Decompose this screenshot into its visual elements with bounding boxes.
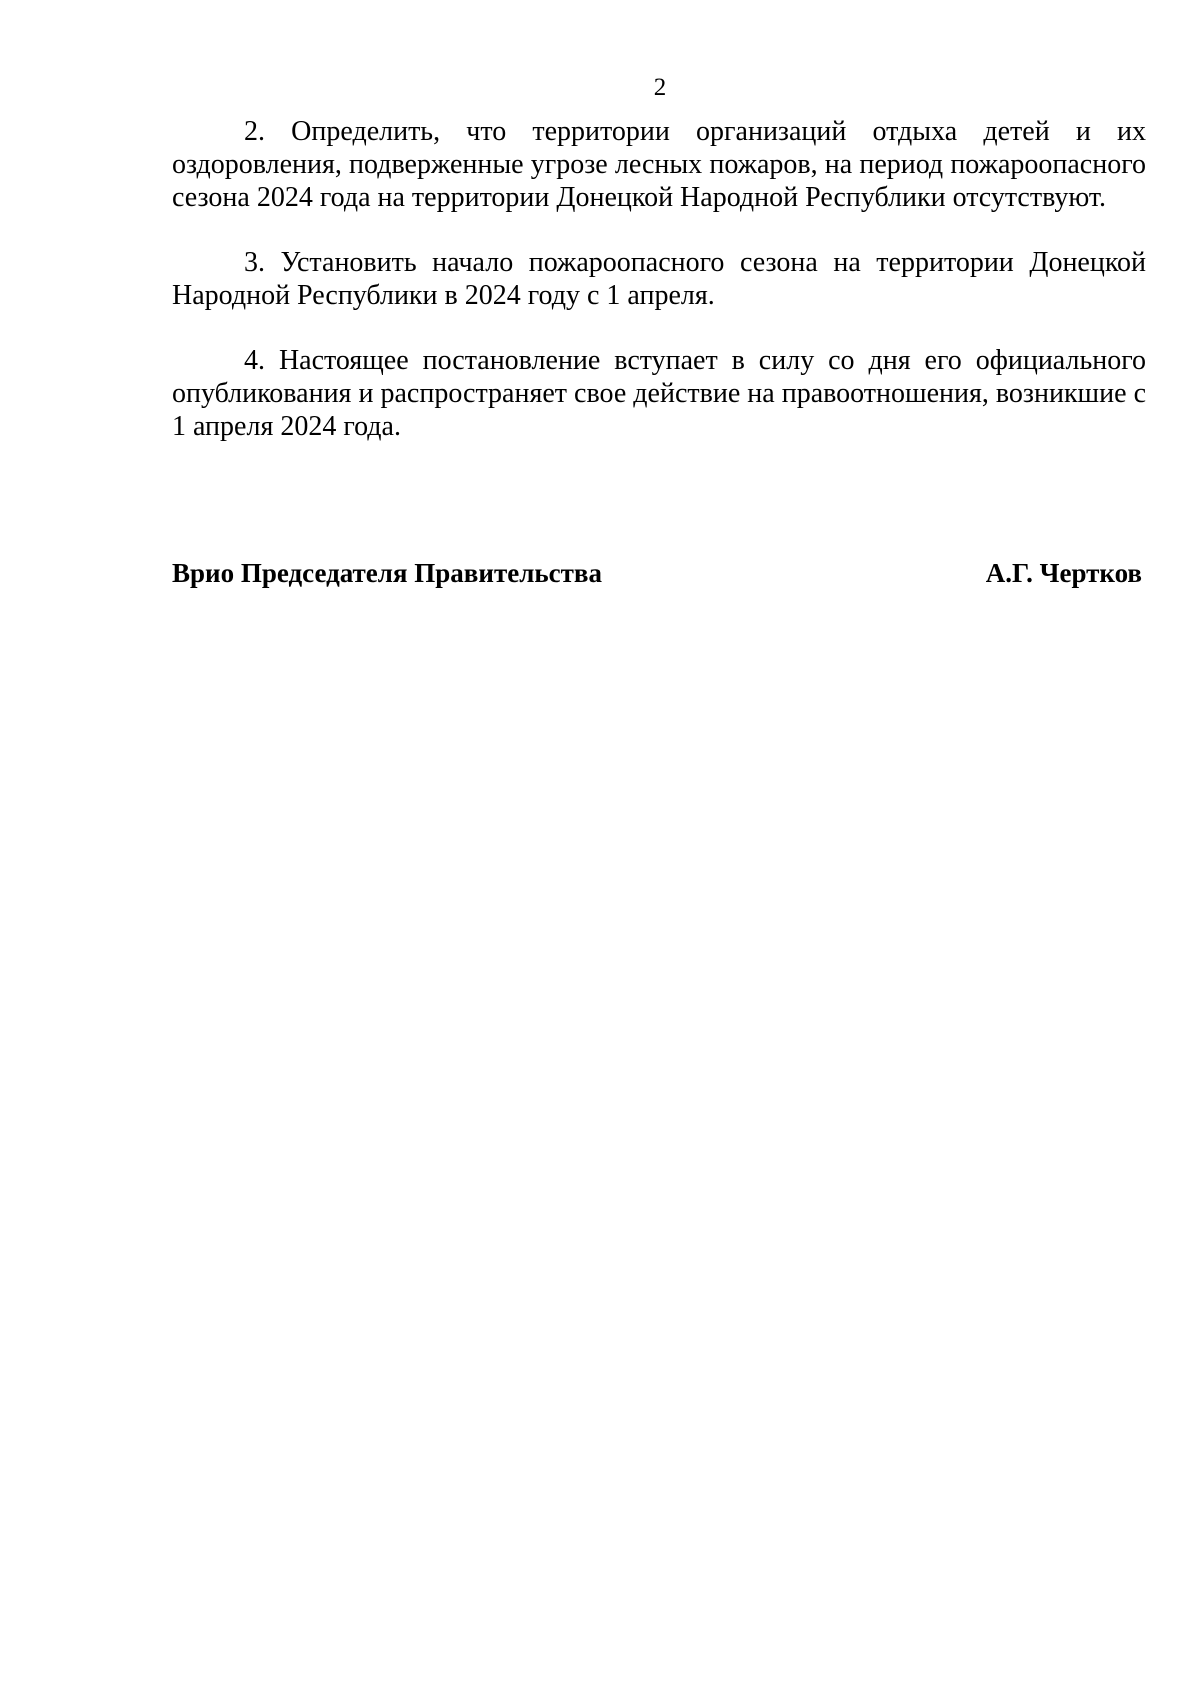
- page-number: 2: [653, 74, 667, 101]
- signatory-name: А.Г. Чертков: [985, 558, 1142, 588]
- paragraph-3: 3. Установить начало пожароопасного сезона на территории Донецкой Народной Республики в 2024 году с 1 апреля.: [172, 247, 1146, 311]
- paragraph-4: 4. Настоящее постановление вступает в силу со дня его официального опубликования и распространяет свое действие на правоотношения, возникшие с 1 апреля 2024 года.: [172, 345, 1146, 442]
- document-body: [172, 115, 1146, 443]
- signatory-position: Врио Председателя Правительства: [172, 558, 602, 588]
- paragraph-2: 2. Определить, что территории организаций отдыха детей и их оздоровления, подверженные угрозе лесных пожаров, на период пожароопасного сезона 2024 года на территории Донецкой Народной Республики отсутствуют.: [172, 116, 1146, 213]
- signature-block: [172, 556, 1142, 592]
